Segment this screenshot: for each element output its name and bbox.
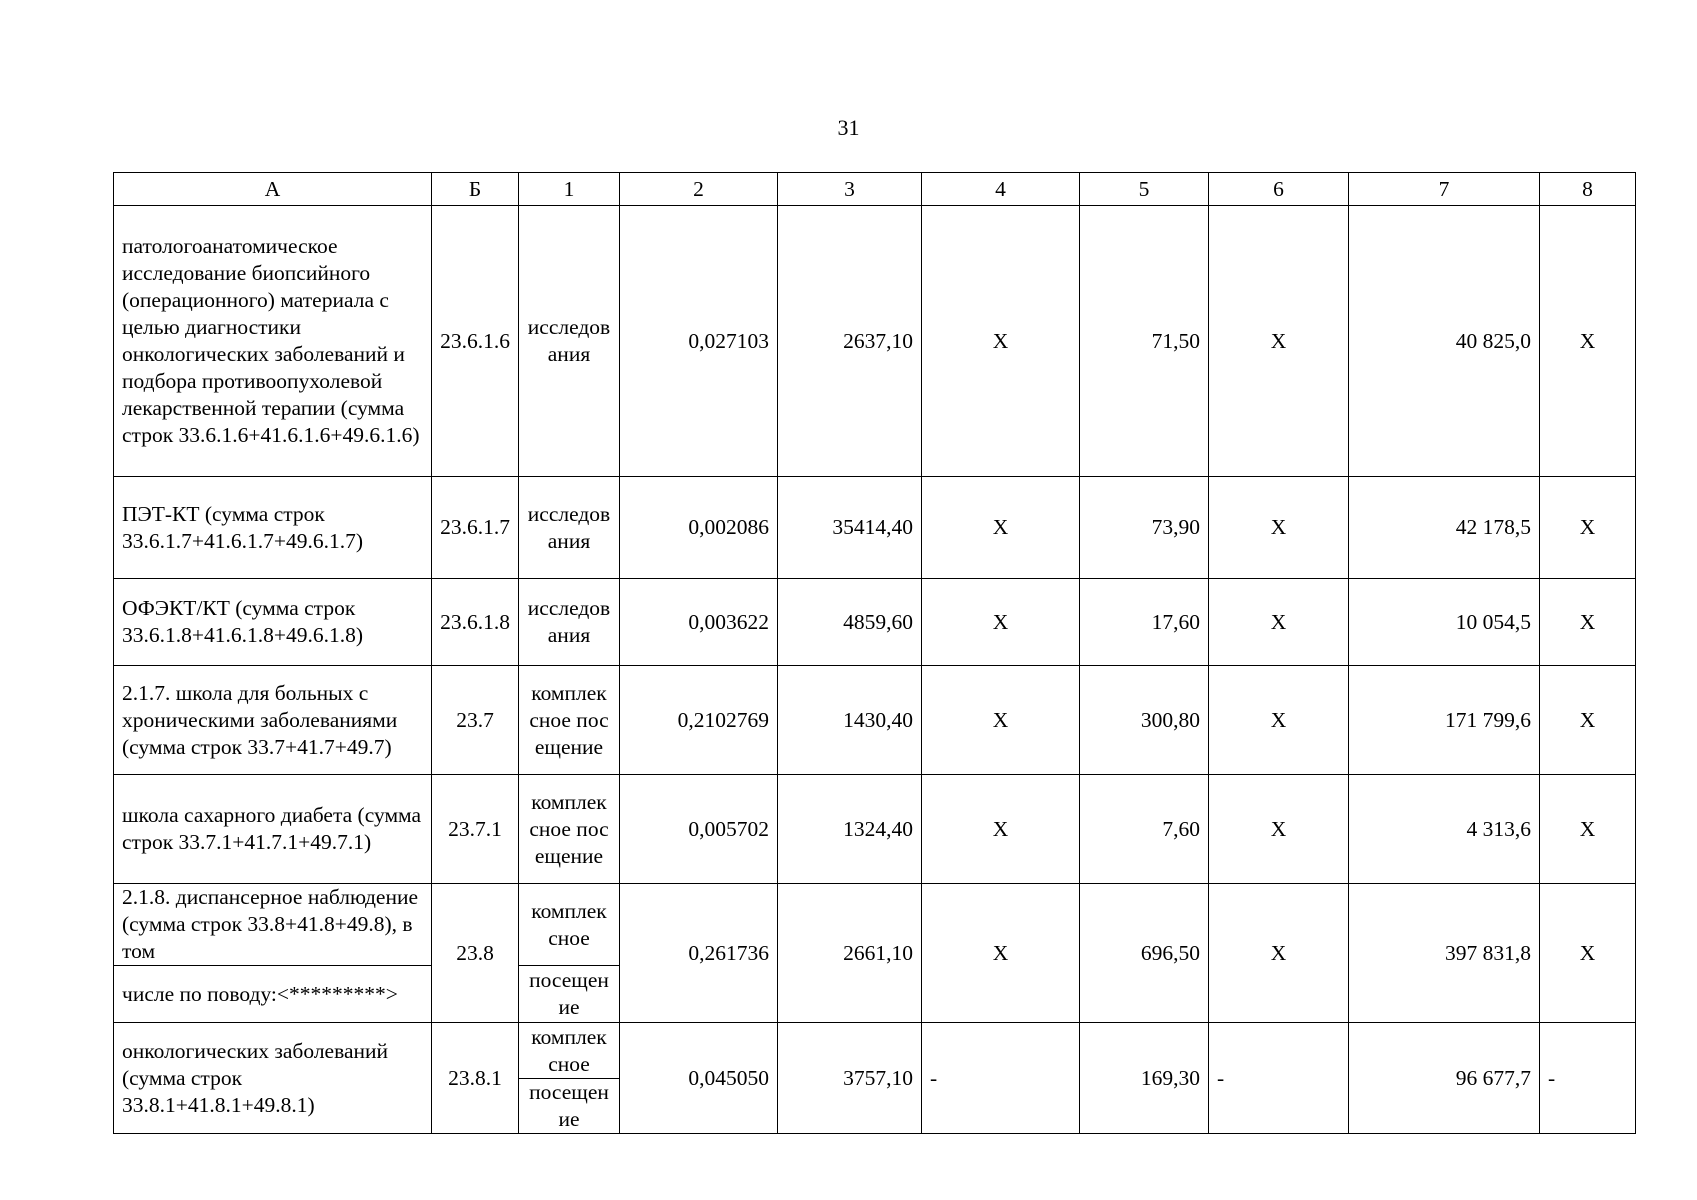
cell-6: X — [1209, 884, 1349, 1023]
row-name-top: 2.1.8. диспансерное наблюдение (сумма строк 33.8+41.8+49.8), в том — [114, 884, 432, 966]
header-cell: 3 — [778, 173, 922, 206]
cell-4: X — [922, 477, 1080, 579]
cell-8: X — [1540, 666, 1636, 775]
header-cell: 6 — [1209, 173, 1349, 206]
row-code: 23.6.1.6 — [432, 206, 519, 477]
cell-3: 1324,40 — [778, 775, 922, 884]
cell-7: 10 054,5 — [1349, 579, 1540, 666]
cell-6: X — [1209, 666, 1349, 775]
row-unit: исследования — [519, 579, 620, 666]
table-row — [114, 477, 1636, 579]
header-cell: 5 — [1080, 173, 1209, 206]
cell-6: - — [1209, 1023, 1349, 1134]
row-code: 23.8 — [432, 884, 519, 1023]
row-unit: исследования — [519, 477, 620, 579]
cell-5: 300,80 — [1080, 666, 1209, 775]
cell-2: 0,027103 — [620, 206, 778, 477]
cell-2: 0,2102769 — [620, 666, 778, 775]
row-code: 23.7 — [432, 666, 519, 775]
row-code: 23.7.1 — [432, 775, 519, 884]
cell-3: 3757,10 — [778, 1023, 922, 1134]
cell-7: 171 799,6 — [1349, 666, 1540, 775]
cell-2: 0,003622 — [620, 579, 778, 666]
cell-8: X — [1540, 206, 1636, 477]
table-row — [114, 1023, 1636, 1079]
row-unit-bottom: посещение — [519, 966, 620, 1023]
cell-4: X — [922, 206, 1080, 477]
header-cell: Б — [432, 173, 519, 206]
header-cell: 2 — [620, 173, 778, 206]
row-name: патологоанатомическое исследование биопсийного (операционного) материала с целью диагностики онкологических заболеваний и подбора противоопухолевой лекарственной терапии (сумма строк 33.6.1.6+41.6.1.6+49.6.1.6) — [114, 206, 432, 477]
cell-5: 169,30 — [1080, 1023, 1209, 1134]
cell-6: X — [1209, 579, 1349, 666]
cell-8: X — [1540, 884, 1636, 1023]
cell-5: 71,50 — [1080, 206, 1209, 477]
row-name: 2.1.7. школа для больных с хроническими заболеваниями (сумма строк 33.7+41.7+49.7) — [114, 666, 432, 775]
cell-2: 0,261736 — [620, 884, 778, 1023]
cell-6: X — [1209, 477, 1349, 579]
header-cell: 7 — [1349, 173, 1540, 206]
cell-4: X — [922, 775, 1080, 884]
data-table — [113, 172, 1636, 1134]
cell-7: 40 825,0 — [1349, 206, 1540, 477]
page-number: 31 — [837, 115, 860, 140]
cell-4: X — [922, 666, 1080, 775]
cell-6: X — [1209, 775, 1349, 884]
row-name: онкологических заболеваний (сумма строк 33.8.1+41.8.1+49.8.1) — [114, 1023, 432, 1134]
cell-4: - — [922, 1023, 1080, 1134]
cell-8: - — [1540, 1023, 1636, 1134]
cell-7: 96 677,7 — [1349, 1023, 1540, 1134]
cell-4: X — [922, 884, 1080, 1023]
cell-8: X — [1540, 775, 1636, 884]
table-row — [114, 884, 1636, 966]
table-row — [114, 206, 1636, 477]
table-row — [114, 579, 1636, 666]
row-name: ПЭТ-КТ (сумма строк 33.6.1.7+41.6.1.7+49.6.1.7) — [114, 477, 432, 579]
cell-2: 0,005702 — [620, 775, 778, 884]
cell-4: X — [922, 579, 1080, 666]
cell-3: 4859,60 — [778, 579, 922, 666]
cell-7: 42 178,5 — [1349, 477, 1540, 579]
row-code: 23.8.1 — [432, 1023, 519, 1134]
cell-8: X — [1540, 579, 1636, 666]
cell-3: 2661,10 — [778, 884, 922, 1023]
row-unit-top: комплексное — [519, 884, 620, 966]
cell-5: 696,50 — [1080, 884, 1209, 1023]
header-row — [114, 173, 1636, 206]
row-unit: исследования — [519, 206, 620, 477]
row-code: 23.6.1.8 — [432, 579, 519, 666]
row-unit: комплексное посещение — [519, 775, 620, 884]
cell-7: 4 313,6 — [1349, 775, 1540, 884]
table-row — [114, 775, 1636, 884]
cell-5: 17,60 — [1080, 579, 1209, 666]
row-unit: комплексное посещение — [519, 666, 620, 775]
row-unit-bottom: посещение — [519, 1079, 620, 1134]
table-row — [114, 666, 1636, 775]
header-cell: 1 — [519, 173, 620, 206]
cell-8: X — [1540, 477, 1636, 579]
cell-7: 397 831,8 — [1349, 884, 1540, 1023]
cell-2: 0,045050 — [620, 1023, 778, 1134]
header-cell: 4 — [922, 173, 1080, 206]
row-name: школа сахарного диабета (сумма строк 33.7.1+41.7.1+49.7.1) — [114, 775, 432, 884]
header-cell: 8 — [1540, 173, 1636, 206]
cell-6: X — [1209, 206, 1349, 477]
header-cell: А — [114, 173, 432, 206]
row-code: 23.6.1.7 — [432, 477, 519, 579]
cell-3: 2637,10 — [778, 206, 922, 477]
cell-3: 35414,40 — [778, 477, 922, 579]
row-unit-top: комплексное — [519, 1023, 620, 1079]
cell-3: 1430,40 — [778, 666, 922, 775]
row-name: ОФЭКТ/КТ (сумма строк 33.6.1.8+41.6.1.8+49.6.1.8) — [114, 579, 432, 666]
cell-5: 7,60 — [1080, 775, 1209, 884]
cell-2: 0,002086 — [620, 477, 778, 579]
cell-5: 73,90 — [1080, 477, 1209, 579]
row-name-bottom: числе по поводу:<*********> — [114, 966, 432, 1023]
